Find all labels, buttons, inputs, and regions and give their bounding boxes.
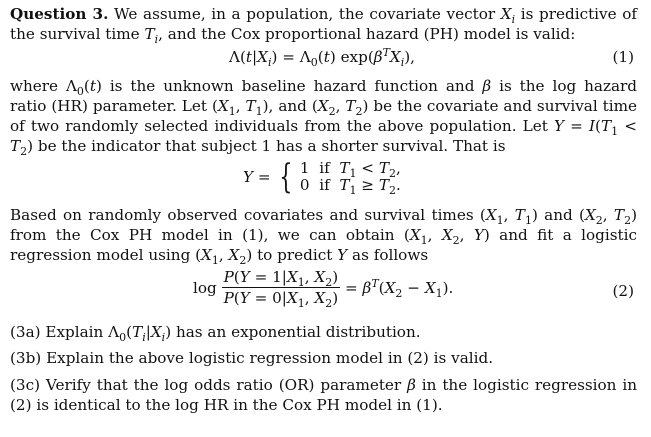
eq2-numerator: $P(Y = 1|X_1$, $X_2$)	[223, 268, 339, 290]
question-heading: Question 3.	[10, 5, 109, 23]
paragraph-3: Based on randomly observed covariates and survival times ($X_1$, $T_1$) and ($X_2$, $T_2$) from the Cox PH model in (1), we can obtain ($X_1$, $X_2$, Y) and fit a logistic regression model using ($X_1$, $X_2$) to predict Y as follows	[10, 206, 637, 268]
equation-1: $\Lambda(t|X_i) = \Lambda_0(t)$ $\exp(\beta^TX_i)$,	[229, 45, 416, 70]
case-1: 1 if $T_1 < T_2$,	[299, 159, 401, 181]
part-3b: (3b) Explain the above logistic regression model in (2) is valid.	[10, 349, 494, 367]
indicator-definition	[243, 157, 401, 198]
equation-2	[193, 268, 454, 311]
intro-paragraph: Question 3. We assume, in a population, the covariate vector $X_i$ is predictive of the survival time $T_i$, and the Cox proportional hazard (PH) model is valid:	[10, 5, 638, 47]
case-2: 0 if $T_1 \ge T_2$.	[299, 176, 401, 198]
part-3c: (3c) Verify that the log odds ratio (OR) parameter β in the logistic regression in (2) is identical to the log HR in the Cox PH model in (1).	[10, 376, 637, 414]
eq2-rhs: = $\beta^T(X_2 - X_1)$.	[344, 276, 454, 300]
eq2-log: log	[193, 278, 217, 297]
part-3a: (3a) Explain $\Lambda_0(T_i|X_i)$ has an exponential distribution.	[10, 323, 421, 345]
cases-block	[299, 159, 401, 198]
eq2-fraction	[222, 268, 341, 311]
left-brace: {	[279, 157, 293, 197]
equation-2-number: (2)	[612, 282, 634, 300]
y-label: Y =	[243, 168, 271, 186]
eq2-denominator: $P(Y = 0|X_1$, $X_2$)	[223, 289, 339, 311]
equation-1-number: (1)	[612, 48, 634, 66]
paragraph-2: where $\Lambda_0(t)$ is the unknown baseline hazard function and β is the log hazard ratio (HR) parameter. Let ($X_1$, $T_1$), and ($X_2$, $T_2$) be the covariate and survival time of two randomly selected individuals from the above population. Let $Y = I(T_1 < T_2)$ be the indicator that subject 1 has a shorter survival. That is	[10, 77, 638, 159]
